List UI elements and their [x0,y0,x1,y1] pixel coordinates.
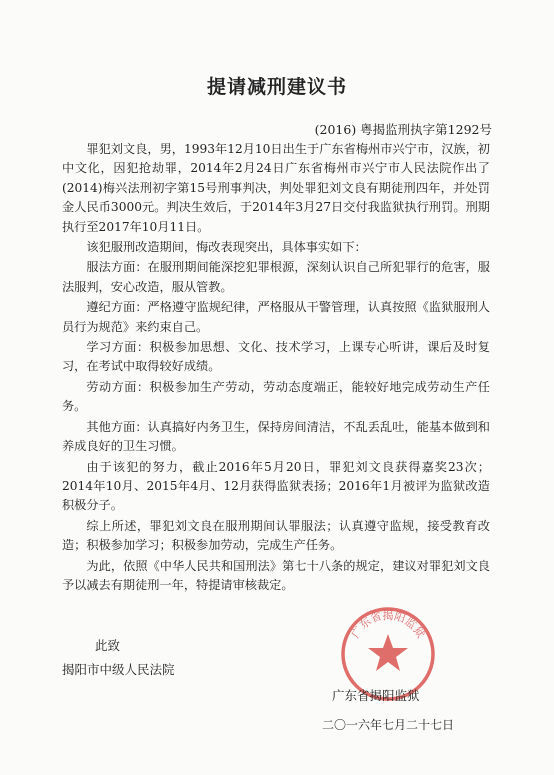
paragraph-recommendation: 为此，依照《中华人民共和国刑法》第七十八条的规定，建议对罪犯刘文良予以减去有期徒刑一年，特提请审核裁定。 [62,558,490,592]
paragraph-intro: 该犯服刑改造期间，悔改表现突出，具体事实如下： [86,240,367,255]
document-body [62,140,490,596]
paragraph-basic-info: 罪犯刘文良，男，1993年12月10日出生于广东省梅州市兴宁市，汉族，初中文化，因犯抢劫罪，2014年2月24日广东省梅州市兴宁市人民法院作出了(2014)梅兴法刑初字第15号刑事判决，判处罪犯刘文良有期徒刑四年，并处罚金人民币3000元。判决生效后，于2014年3月27日交付我监狱执行刑罚。刑期执行至2017年10月11日。 [62,142,490,234]
document-date: 二〇一六年七月二十七日 [322,718,455,732]
svg-text:广东省揭阳监狱: 广东省揭阳监狱 [348,608,428,641]
closing-greeting: 此致 [95,638,121,653]
recipient-court: 揭阳市中级人民法院 [62,662,175,677]
paragraph-law-compliance: 服法方面：在服刑期间能深挖犯罪根源，深刻认识自己所犯罪行的危害，服法服判，安心改造，服从管教。 [62,260,490,294]
paragraph-study: 学习方面：积极参加思想、文化、技术学习，上课专心听讲，课后及时复习，在考试中取得较好成绩。 [62,340,490,374]
paragraph-summary: 综上所述，罪犯刘文良在服刑期间认罪服法；认真遵守监规，接受教育改造；积极参加学习；积极参加劳动，完成生产任务。 [62,518,490,553]
paragraph-other: 其他方面：认真搞好内务卫生，保持房间清洁，不乱丢乱吐，能基本做到和养成良好的卫生习惯。 [62,419,490,454]
paragraph-labor: 劳动方面：积极参加生产劳动，劳动态度端正，能较好地完成劳动生产任务。 [62,379,490,414]
paragraph-awards: 由于该犯的努力，截止2016年5月20日，罪犯刘文良获得嘉奖23次；2014年10月、2015年4月、12月获得监狱表扬；2016年1月被评为监狱改造积极分子。 [62,459,490,513]
signatory: 广东省揭阳监狱 [332,688,420,703]
document-title: 提请减刑建议书 [206,76,347,98]
paragraph-discipline: 遵纪方面：严格遵守监规纪律，严格服从干警管理，认真按照《监狱服刑人员行为规范》来约束自己。 [62,300,490,334]
official-seal [338,604,438,704]
document-number: (2016) 粤揭监刑执字第1292号 [314,122,492,137]
